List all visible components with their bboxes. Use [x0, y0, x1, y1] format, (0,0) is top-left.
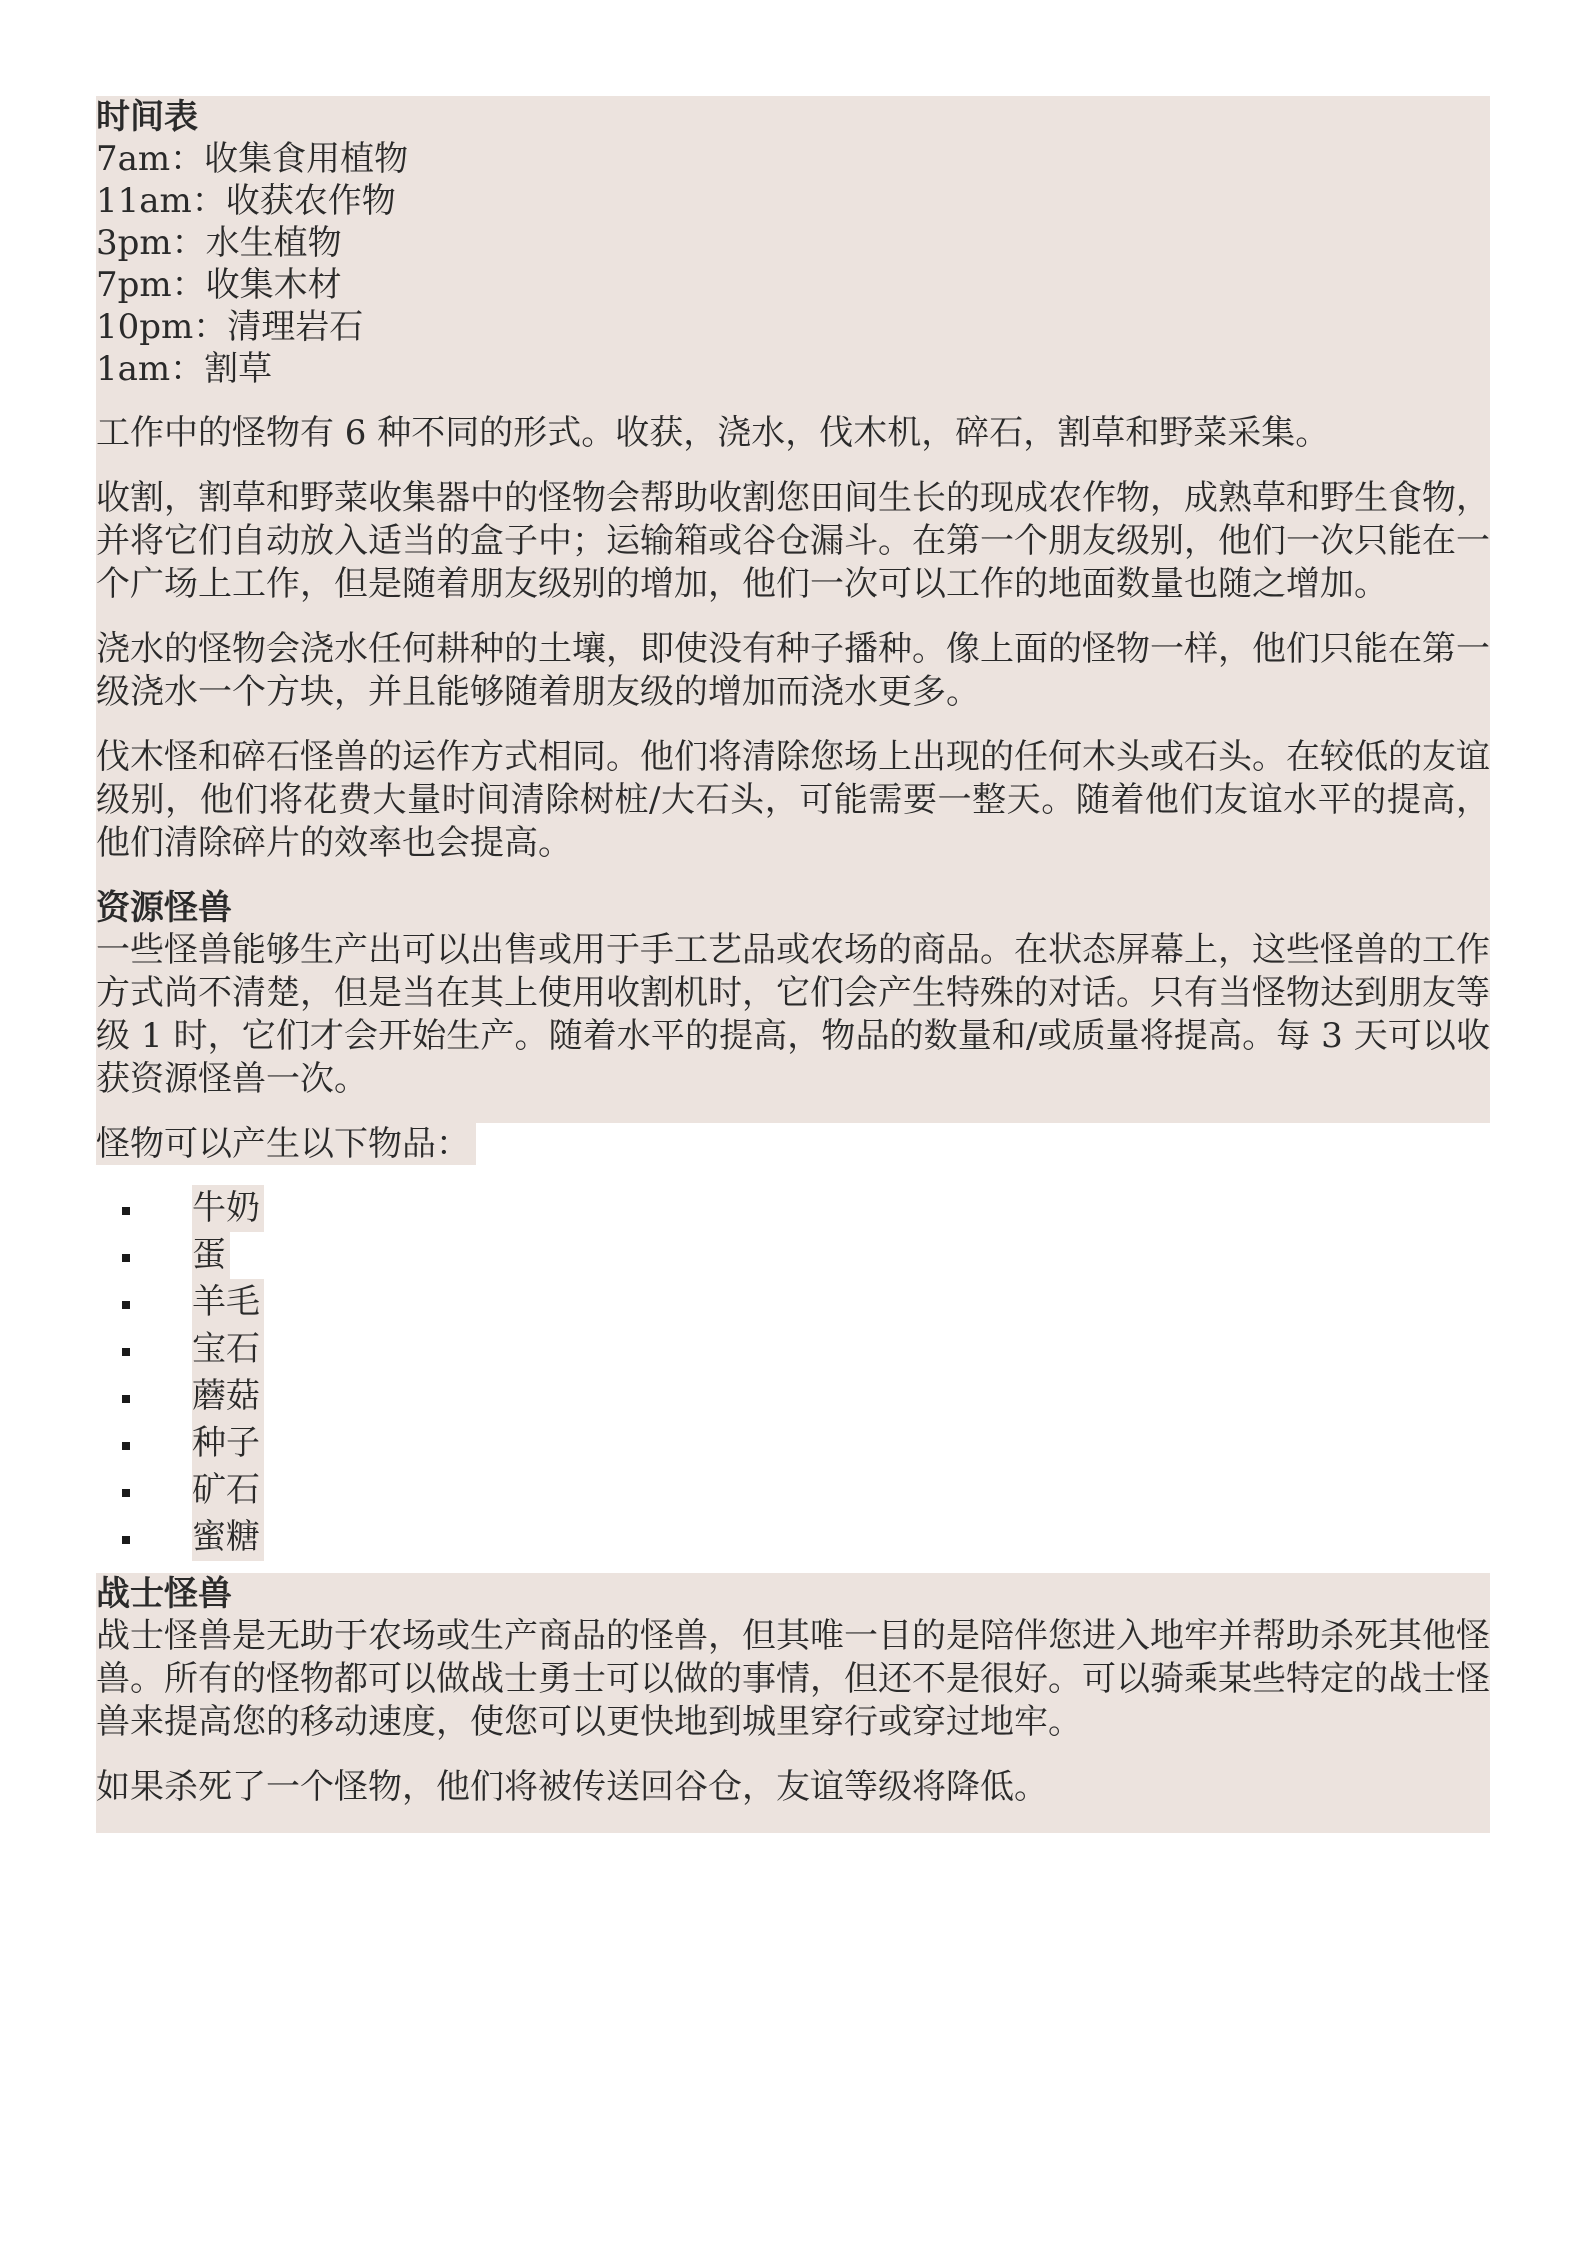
list-item: 牛奶 — [96, 1185, 1490, 1232]
schedule-item: 1am：割草 — [96, 349, 273, 389]
schedule-section — [96, 96, 1490, 1165]
bullet-icon — [122, 1489, 130, 1497]
resource-body: 一些怪兽能够生产出可以出售或用于手工艺品或农场的商品。在状态屏幕上，这些怪兽的工作方式尚不清楚，但是当在其上使用收割机时，它们会产生特殊的对话。只有当怪物达到朋友等级 1 时，它们才会开始生产。随着水平的提高，物品的数量和/或质量将提高。每 3 天可以收获资源怪兽一次。 — [96, 930, 1490, 1099]
paragraph-work-forms: 工作中的怪物有 6 种不同的形式。收获，浇水，伐木机，碎石，割草和野菜采集。 — [96, 413, 1330, 453]
warrior-title: 战士怪兽 — [96, 1574, 232, 1614]
list-item: 蘑菇 — [96, 1373, 1490, 1420]
warrior-section — [96, 1573, 1490, 1833]
paragraph-lumber-stone: 伐木怪和碎石怪兽的运作方式相同。他们将清除您场上出现的任何木头或石头。在较低的友谊级别，他们将花费大量时间清除树桩/大石头，可能需要一整天。随着他们友谊水平的提高，他们清除碎片的效率也会提高。 — [96, 737, 1490, 863]
bullet-icon — [122, 1442, 130, 1450]
bullet-icon — [122, 1207, 130, 1215]
document-page — [96, 96, 1490, 1833]
list-item: 矿石 — [96, 1467, 1490, 1514]
paragraph-harvest: 收割，割草和野菜收集器中的怪物会帮助收割您田间生长的现成农作物，成熟草和野生食物，并将它们自动放入适当的盒子中；运输箱或谷仓漏斗。在第一个朋友级别，他们一次只能在一个广场上工作，但是随着朋友级别的增加，他们一次可以工作的地面数量也随之增加。 — [96, 478, 1490, 604]
list-item: 蛋 — [96, 1232, 1490, 1279]
schedule-item: 10pm：清理岩石 — [96, 307, 364, 347]
bullet-icon — [122, 1254, 130, 1262]
list-item: 蜜糖 — [96, 1514, 1490, 1561]
bullet-icon — [122, 1348, 130, 1356]
schedule-item: 3pm：水生植物 — [96, 223, 342, 263]
schedule-item: 7am：收集食用植物 — [96, 139, 409, 179]
resource-items-list — [96, 1165, 1490, 1573]
warrior-body: 战士怪兽是无助于农场或生产商品的怪兽，但其唯一目的是陪伴您进入地牢并帮助杀死其他怪兽。所有的怪物都可以做战士勇士可以做的事情，但还不是很好。可以骑乘某些特定的战士怪兽来提高您的移动速度，使您可以更快地到城里穿行或穿过地牢。 — [96, 1616, 1490, 1742]
list-item: 羊毛 — [96, 1279, 1490, 1326]
warrior-footer: 如果杀死了一个怪物，他们将被传送回谷仓，友谊等级将降低。 — [96, 1767, 1048, 1807]
paragraph-watering: 浇水的怪物会浇水任何耕种的土壤，即使没有种子播种。像上面的怪物一样，他们只能在第一级浇水一个方块，并且能够随着朋友级的增加而浇水更多。 — [96, 629, 1490, 712]
resource-list-intro: 怪物可以产生以下物品： — [96, 1123, 476, 1165]
resource-title: 资源怪兽 — [96, 888, 232, 928]
list-item: 宝石 — [96, 1326, 1490, 1373]
bullet-icon — [122, 1536, 130, 1544]
bullet-icon — [122, 1301, 130, 1309]
bullet-icon — [122, 1395, 130, 1403]
list-item: 种子 — [96, 1420, 1490, 1467]
schedule-item: 7pm：收集木材 — [96, 265, 342, 305]
schedule-item: 11am：收获农作物 — [96, 181, 396, 221]
schedule-title: 时间表 — [96, 97, 198, 137]
